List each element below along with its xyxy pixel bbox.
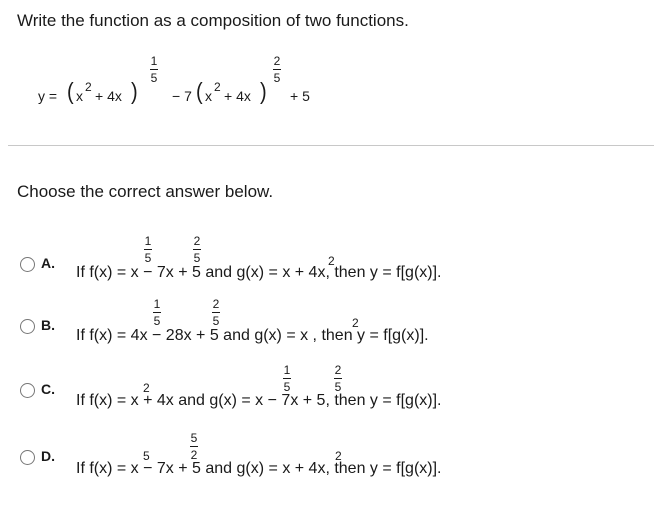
choose-instruction: Choose the correct answer below. [17,182,274,201]
fraction-bar [150,69,158,70]
option-a-fraction-1 [144,235,152,264]
option-b-exponent: 2 [352,316,359,330]
fraction-denominator: 5 [212,314,220,328]
fraction-denominator: 5 [334,380,342,394]
section-divider [8,145,654,146]
equation-inner-2-rest: + 4x [224,88,251,104]
fraction-denominator: 5 [144,251,152,265]
equation-exponent-2-denominator: 5 [273,71,281,85]
fraction-numerator: 2 [212,297,220,311]
equation-base-1: x [76,88,83,104]
option-letter-b: B. [41,317,55,333]
option-b-fraction-1 [153,298,161,327]
equation-exponent-1 [150,55,158,84]
equation-base-2: x [205,88,212,104]
fraction-bar [212,312,220,313]
option-a-fraction-2 [193,235,201,264]
fraction-numerator: 5 [190,431,198,445]
option-a-exponent: 2 [328,254,335,268]
option-c-fraction-2 [334,364,342,393]
option-d-fraction-1 [190,432,198,461]
fraction-numerator: 1 [283,363,291,377]
question-prompt: Write the function as a composition of two functions. [17,11,409,30]
fraction-bar [334,378,342,379]
radio-button-b[interactable] [20,319,35,334]
equation-close-paren-1: ) [131,79,138,105]
equation-base-2-exponent: 2 [214,80,221,94]
option-b-fraction-2 [212,298,220,327]
fraction-denominator: 5 [193,251,201,265]
option-letter-c: C. [41,381,55,397]
option-text-c: If f(x) = x + 4x and g(x) = x − 7x + 5, then y = f[g(x)]. [76,392,442,409]
option-d-exponent-2: 2 [335,449,342,463]
equation-inner-1-rest: + 4x [95,88,122,104]
equation-exponent-1-numerator: 1 [150,54,158,68]
fraction-numerator: 1 [144,234,152,248]
equation-minus-seven: − 7 [172,88,192,104]
fraction-numerator: 2 [334,363,342,377]
fraction-denominator: 5 [283,380,291,394]
option-c-fraction-1 [283,364,291,393]
equation-open-paren-2: ( [196,79,203,105]
equation-lhs: y = [38,88,58,104]
fraction-denominator: 2 [190,448,198,462]
equation-base-1-exponent: 2 [85,80,92,94]
fraction-bar [283,378,291,379]
fraction-denominator: 5 [153,314,161,328]
option-letter-d: D. [41,448,55,464]
fraction-bar [193,249,201,250]
equation-open-paren-1: ( [67,79,74,105]
fraction-bar [190,446,198,447]
equation-close-paren-2: ) [260,79,267,105]
radio-button-c[interactable] [20,383,35,398]
radio-button-d[interactable] [20,450,35,465]
fraction-numerator: 1 [153,297,161,311]
fraction-bar [144,249,152,250]
equation-exponent-2 [273,55,281,84]
equation-tail: + 5 [290,88,310,104]
fraction-numerator: 2 [193,234,201,248]
equation-exponent-2-numerator: 2 [273,54,281,68]
option-c-exponent: 2 [143,381,150,395]
option-text-d: If f(x) = x − 7x + 5 and g(x) = x + 4x, then y = f[g(x)]. [76,460,442,477]
option-d-exponent-1: 5 [143,449,150,463]
fraction-bar [153,312,161,313]
option-text-a: If f(x) = x − 7x + 5 and g(x) = x + 4x, then y = f[g(x)]. [76,264,442,281]
option-letter-a: A. [41,255,55,271]
radio-button-a[interactable] [20,257,35,272]
equation-exponent-1-denominator: 5 [150,71,158,85]
fraction-bar [273,69,281,70]
option-text-b: If f(x) = 4x − 28x + 5 and g(x) = x , then y = f[g(x)]. [76,327,429,344]
